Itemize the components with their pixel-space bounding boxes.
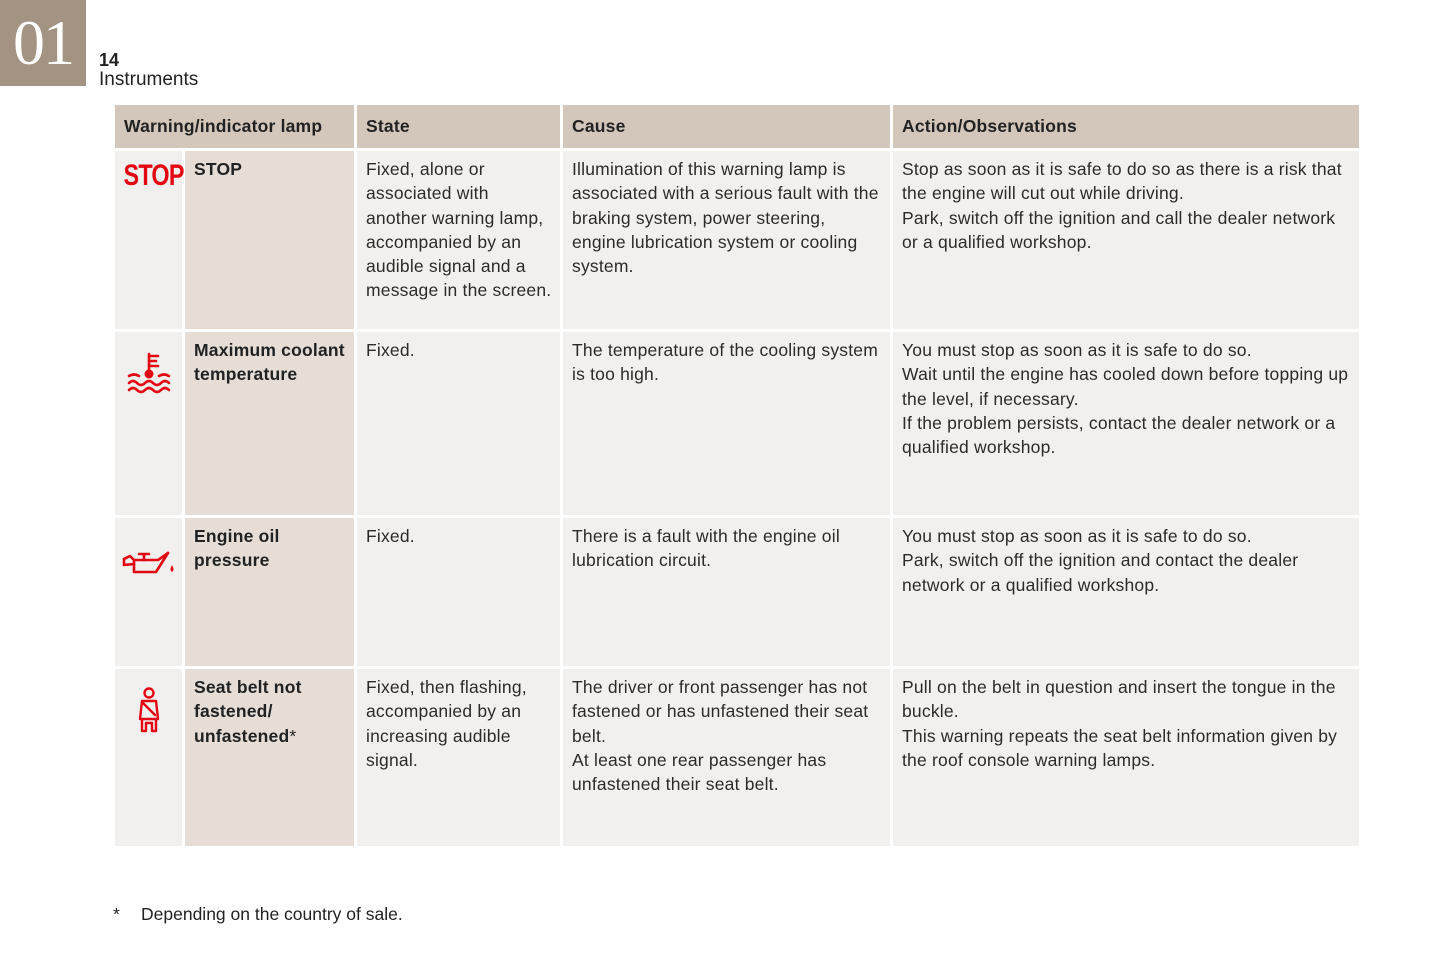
column-header-lamp: Warning/indicator lamp: [114, 104, 356, 150]
lamp-name: [184, 668, 356, 848]
lamp-action: [892, 517, 1361, 668]
lamp-action: [892, 150, 1361, 331]
action-line: Park, switch off the ignition and contact the dealer network or a qualified workshop.: [902, 550, 1299, 595]
footnote: [113, 904, 403, 925]
lamp-cause: There is a fault with the engine oil lubrication circuit.: [562, 517, 892, 668]
action-line: Stop as soon as it is safe to do so as there is a risk that the engine will cut out while driving.: [902, 159, 1342, 204]
table-row: [114, 150, 1361, 331]
coolant-temperature-icon: [125, 350, 173, 396]
chapter-number: 01: [0, 0, 86, 86]
action-line: If the problem persists, contact the dealer network or a qualified workshop.: [902, 412, 1336, 458]
action-line: You must stop as soon as it is safe to do so.: [902, 340, 1252, 360]
lamp-icon-cell: [114, 517, 184, 668]
footnote-text: Depending on the country of sale.: [141, 904, 403, 924]
page-number: 14: [99, 50, 120, 70]
cause-line: At least one rear passenger has unfastened their seat belt.: [572, 749, 827, 795]
lamp-cause: Illumination of this warning lamp is associated with a serious fault with the braking system, power steering, engine lubrication system or cooling system.: [562, 150, 892, 331]
table-row: [114, 331, 1361, 517]
column-header-cause: Cause: [562, 104, 892, 150]
stop-icon: STOP: [123, 159, 184, 192]
lamp-cause: [562, 668, 892, 848]
lamp-action: [892, 668, 1361, 848]
lamp-action: [892, 331, 1361, 517]
section-title: Instruments: [99, 69, 199, 90]
lamp-cause: The temperature of the cooling system is too high.: [562, 331, 892, 517]
oil-can-icon: [122, 550, 176, 580]
lamp-icon-cell: [114, 331, 184, 517]
lamp-name: STOP: [184, 150, 356, 331]
column-header-state: State: [356, 104, 562, 150]
lamp-state: Fixed.: [356, 331, 562, 517]
lamp-state: Fixed.: [356, 517, 562, 668]
lamp-state: Fixed, alone or associated with another warning lamp, accompanied by an audible signal and a message in the screen.: [356, 150, 562, 331]
lamp-icon-cell: [114, 668, 184, 848]
table-row: [114, 668, 1361, 848]
lamp-name: Maximum coolant temperature: [184, 331, 356, 517]
footnote-mark: *: [113, 904, 120, 924]
table-row: [114, 517, 1361, 668]
column-header-action: Action/Observations: [892, 104, 1361, 150]
action-line: Park, switch off the ignition and call the dealer network or a qualified workshop.: [902, 207, 1336, 252]
table-header-row: [114, 104, 1361, 150]
warning-lamps-table: [112, 102, 1362, 849]
action-line: This warning repeats the seat belt information given by the roof console warning lamps.: [902, 725, 1338, 770]
action-line: Wait until the engine has cooled down before topping up the level, if necessary.: [902, 364, 1349, 409]
action-line: Pull on the belt in question and insert the tongue in the buckle.: [902, 677, 1336, 722]
footnote-marker: *: [289, 725, 297, 746]
action-line: You must stop as soon as it is safe to do so.: [902, 526, 1252, 546]
lamp-state: Fixed, then flashing, accompanied by an increasing audible signal.: [356, 668, 562, 848]
lamp-name-text: Seat belt not fastened/ unfastened: [194, 677, 302, 746]
lamp-icon-cell: [114, 150, 184, 331]
lamp-name: Engine oil pressure: [184, 517, 356, 668]
seat-belt-icon: [134, 687, 164, 735]
cause-line: The driver or front passenger has not fastened or has unfastened their seat belt.: [572, 677, 869, 746]
